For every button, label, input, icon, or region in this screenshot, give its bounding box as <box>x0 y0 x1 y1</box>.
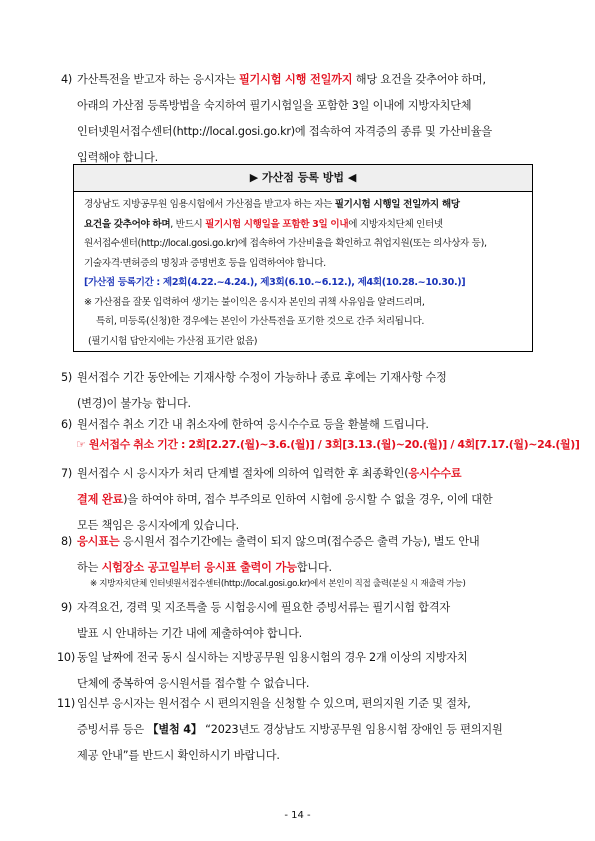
item-6 <box>61 412 567 438</box>
item-9-line-2: 발표 시 안내하는 기간 내에 제출하여야 합니다. <box>77 627 303 640</box>
item-7-line-3: 모든 책임은 응시자에게 있습니다. <box>77 519 239 532</box>
item-number: 7) <box>61 467 73 480</box>
item-6-line-1: 원서접수 취소 기간 내 취소자에 한하여 응시수수료 등을 환불해 드립니다. <box>77 418 429 431</box>
item-7-line-1: 원서접수 시 응시자가 처리 단계별 절차에 의하여 입력한 후 최종확인(응시수수료 <box>77 467 462 480</box>
item-4-line-2: 아래의 가산점 등록방법을 숙지하여 필기시험일을 포함한 3일 이내에 지방자치단체 <box>77 99 472 112</box>
item-9 <box>61 595 567 647</box>
box-line-4: 기술자격·면허증의 명칭과 증명번호 등을 입력하여야 합니다. <box>84 257 326 269</box>
item-7 <box>61 461 567 539</box>
item-5-line-1: 원서접수 기간 동안에는 기재사항 수정이 가능하나 종료 후에는 기재사항 수정 <box>77 371 447 384</box>
item-number: 8) <box>61 535 73 548</box>
item-4-line-4: 입력해야 합니다. <box>77 151 158 164</box>
item-10-line-2: 단체에 중복하여 응시원서를 접수할 수 없습니다. <box>77 677 310 690</box>
item-4-line-1: 가산특전을 받고자 하는 응시자는 필기시험 시행 전일까지 해당 요건을 갖추어야 하며, <box>77 73 486 86</box>
item-9-line-1: 자격요건, 경력 및 지조특출 등 시험응시에 필요한 증빙서류는 필기시험 합격자 <box>77 601 450 614</box>
item-10-line-1: 동일 날짜에 전국 동시 실시하는 지방공무원 임용시험의 경우 2개 이상의 지방자치 <box>77 651 468 664</box>
box-line-1: 경상남도 지방공무원 임용시험에서 가산점을 받고자 하는 자는 필기시험 시행일 전일까지 해당 <box>84 199 460 210</box>
item-number: 4) <box>61 73 73 86</box>
item-11-line-1: 임신부 응시자는 원서접수 시 편의지원을 신청할 수 있으며, 편의지원 기준 및 절차, <box>77 697 471 710</box>
item-11 <box>57 691 567 769</box>
item-10 <box>57 645 567 697</box>
item-11-line-2: 증빙서류 등은 【별첨 4】 “2023년도 경상남도 지방공무원 임용시험 장애인 등 편의지원 <box>77 723 503 736</box>
item-5 <box>61 365 567 417</box>
page-number: - 14 - <box>284 810 311 821</box>
output-note: ※ 지방자치단체 인터넷원서접수센터(http://local.gosi.go.kr)에서 본인이 직접 출력(분실 시 재출력 가능) <box>90 579 466 589</box>
cancel-period: ☞ 원서접수 취소 기간 : 2회[2.27.(월)~3.6.(월)] / 3회[3.13.(월)~20.(월)] / 4회[7.17.(월)~24.(월)] <box>76 438 580 451</box>
item-5-line-2: (변경)이 불가능 합니다. <box>77 397 191 410</box>
item-7-line-2: 결제 완료)을 하여야 하며, 접수 부주의로 인하여 시험에 응시할 수 없을 경우, 이에 대한 <box>77 493 493 506</box>
item-8-line-2: 하는 시험장소 공고일부터 응시표 출력이 가능합니다. <box>77 561 332 574</box>
item-number: 9) <box>61 601 73 614</box>
item-4-line-3: 인터넷원서접수센터(http://local.gosi.go.kr)에 접속하여 자격증의 종류 및 가산비율을 <box>77 125 493 138</box>
warning-line-1: ※ 가산점을 잘못 입력하여 생기는 불이익은 응시자 본인의 귀책 사유임을 알려드리며, <box>84 296 425 308</box>
item-number: 5) <box>61 371 73 384</box>
box-heading: ▶ 가산점 등록 방법 ◀ <box>74 165 532 192</box>
item-11-line-3: 제공 안내”를 반드시 확인하시기 바랍니다. <box>77 749 280 762</box>
item-number: 11) <box>57 697 76 710</box>
bonus-registration-box <box>73 164 533 352</box>
registration-period: [가산점 등록기간 : 제2회(4.22.~4.24.), 제3회(6.10.~6.12.), 제4회(10.28.~10.30.)] <box>84 277 466 288</box>
item-8-line-1: 응시표는 응시원서 접수기간에는 출력이 되지 않으며(접수증은 출력 가능), 별도 안내 <box>77 535 480 548</box>
item-8 <box>61 529 567 581</box>
item-number: 6) <box>61 418 73 431</box>
warning-line-3: (필기시험 답안지에는 가산점 표기란 없음) <box>88 335 258 347</box>
warning-line-2: 특히, 미등록(신청)한 경우에는 본인이 가산특전을 포기한 것으로 간주 처리됩니다. <box>96 316 425 327</box>
box-body <box>84 195 528 351</box>
item-4 <box>61 67 567 171</box>
box-line-2: 요건을 갖추어야 하며, 반드시 필기시험 시행일을 포함한 3일 이내에 지방자치단체 인터넷 <box>84 218 443 230</box>
item-number: 10) <box>57 651 76 664</box>
box-line-3: 원서접수센터(http://local.gosi.go.kr)에 접속하여 가산비율을 확인하고 취업지원(또는 의사상자 등), <box>84 238 487 249</box>
